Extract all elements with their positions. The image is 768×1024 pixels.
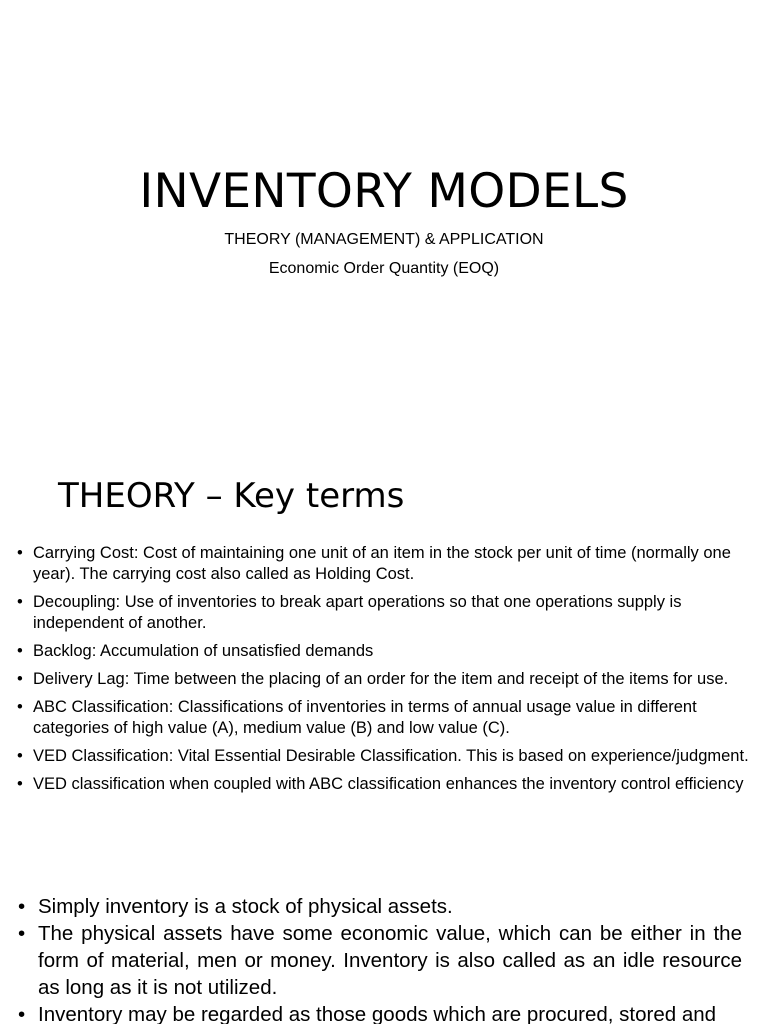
bullet-icon: • <box>17 747 23 765</box>
subtitle-theory-application: THEORY (MANAGEMENT) & APPLICATION <box>224 231 544 248</box>
term-carrying-cost: Carrying Cost: Cost of maintaining one unit of an item in the stock per unit of time (normally one year). The carrying cost also called as Holding Cost. <box>33 544 731 583</box>
term-abc-classification: ABC Classification: Classifications of inventories in terms of annual usage value in different categories of high value (A), medium value (B) and low value (C). <box>33 698 697 737</box>
term-decoupling: Decoupling: Use of inventories to break apart operations so that one operations supply is independent of another. <box>33 593 682 632</box>
list-item <box>17 746 757 767</box>
list-item <box>18 920 742 1001</box>
list-item <box>17 543 757 585</box>
bullet-icon: • <box>17 698 23 716</box>
list-item <box>17 592 757 634</box>
bullet-icon: • <box>18 1003 26 1024</box>
bullet-icon: • <box>18 895 26 918</box>
list-item <box>17 669 757 690</box>
list-item <box>18 893 742 920</box>
intro-definition: Simply inventory is a stock of physical assets. <box>38 895 453 918</box>
term-backlog: Backlog: Accumulation of unsatisfied demands <box>33 642 374 660</box>
term-ved-classification: VED Classification: Vital Essential Desirable Classification. This is based on experience/judgment. <box>33 747 749 765</box>
list-item <box>17 697 757 739</box>
key-terms-list <box>17 543 757 802</box>
intro-goods-procured: Inventory may be regarded as those goods which are procured, stored and <box>38 1003 717 1024</box>
bullet-icon: • <box>17 544 23 562</box>
term-ved-abc-combined: VED classification when coupled with ABC classification enhances the inventory control efficiency <box>33 775 744 793</box>
list-item <box>17 774 757 795</box>
subtitle-eoq: Economic Order Quantity (EOQ) <box>268 260 500 277</box>
list-item <box>17 641 757 662</box>
bullet-icon: • <box>17 775 23 793</box>
title-slide <box>0 0 768 440</box>
intro-physical-assets: The physical assets have some economic value, which can be either in the form of material, men or money. Inventory is also called as an idle resource as long as it is not utilized. <box>38 922 742 999</box>
inventory-intro-list <box>18 893 742 1024</box>
main-title: INVENTORY MODELS <box>139 164 629 219</box>
bullet-icon: • <box>17 642 23 660</box>
list-item <box>18 1001 742 1024</box>
bullet-icon: • <box>17 593 23 611</box>
bullet-icon: • <box>18 922 26 945</box>
bullet-icon: • <box>17 670 23 688</box>
term-delivery-lag: Delivery Lag: Time between the placing of an order for the item and receipt of the items for use. <box>33 670 729 688</box>
key-terms-heading: THEORY – Key terms <box>58 476 405 516</box>
